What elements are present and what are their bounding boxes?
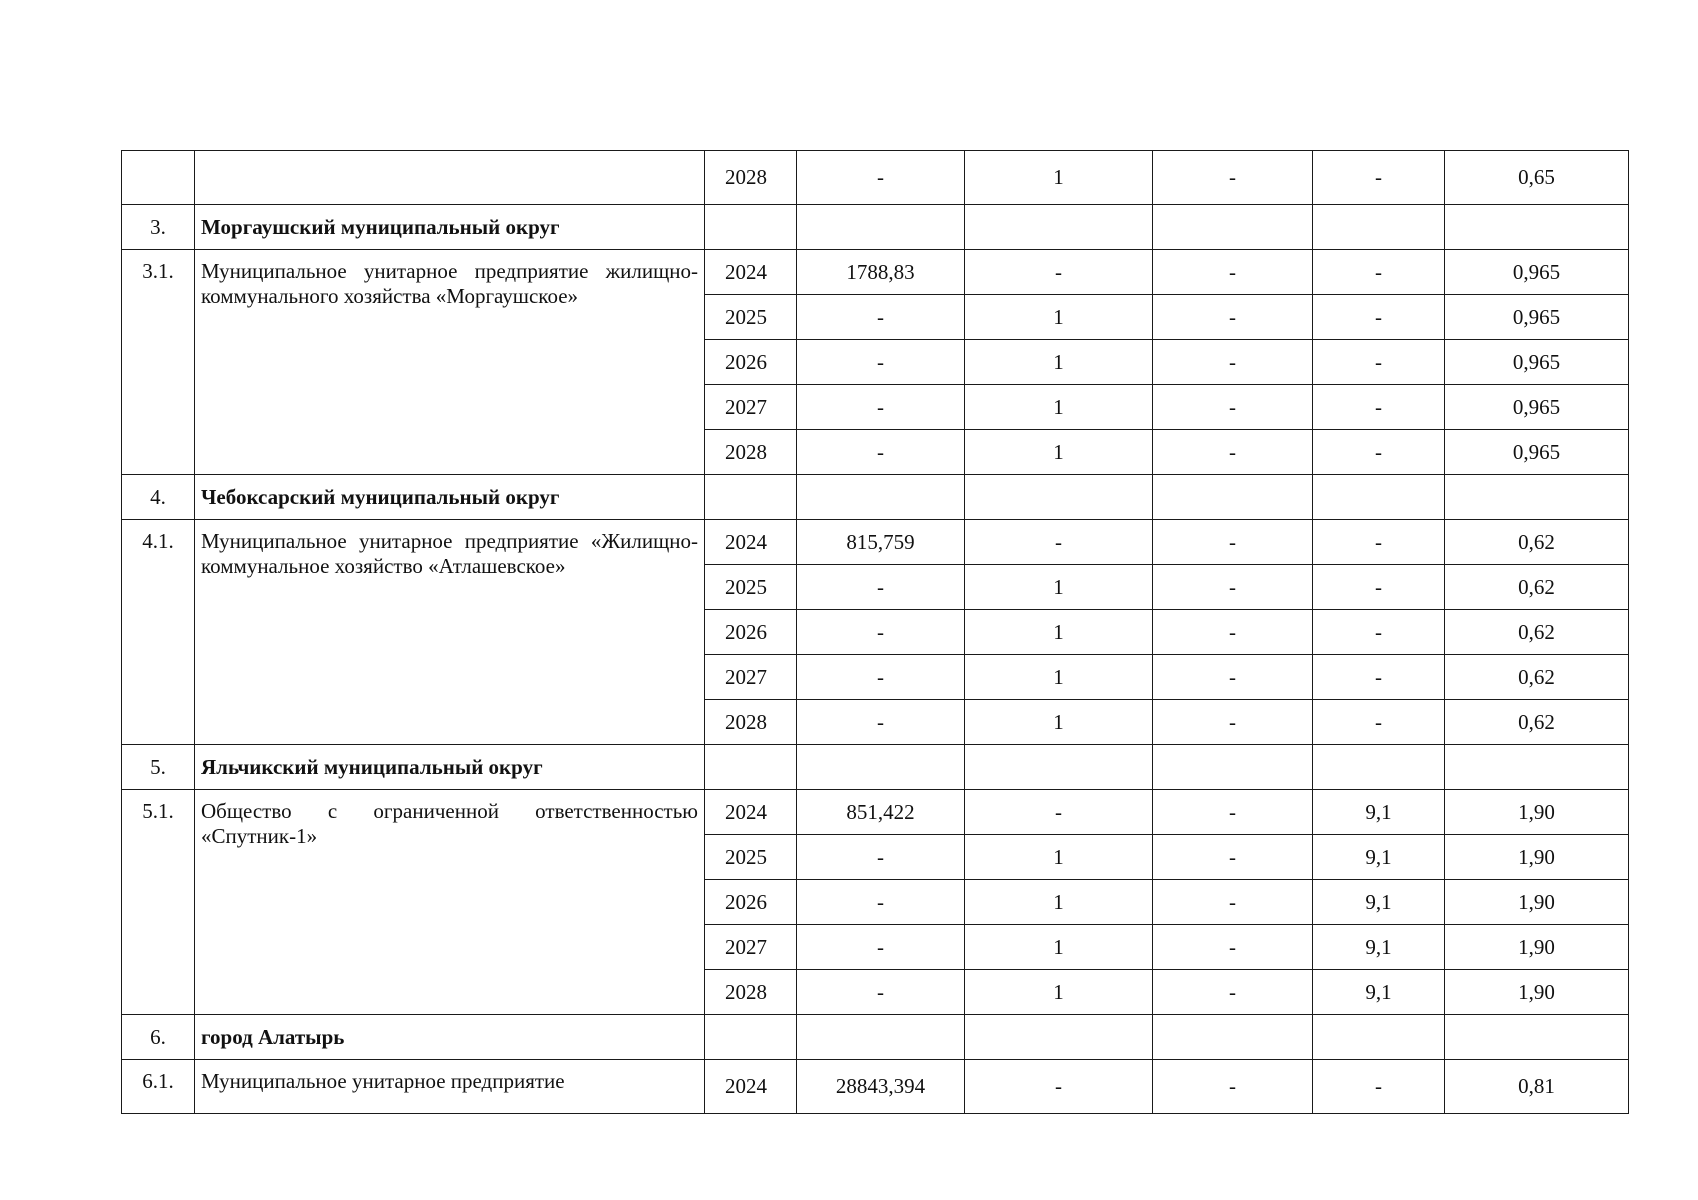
table-row — [122, 1060, 1629, 1114]
year-cell: 2027 — [705, 385, 797, 430]
table-body — [122, 151, 1629, 1114]
table-row — [122, 151, 1629, 205]
empty-cell — [1445, 475, 1629, 520]
section-title: Моргаушский муниципальный округ — [195, 205, 705, 250]
empty-cell — [705, 475, 797, 520]
year-cell: 2024 — [705, 520, 797, 565]
col3-cell: - — [1153, 340, 1313, 385]
index-cell: 0,62 — [1445, 700, 1629, 745]
empty-cell — [1313, 475, 1445, 520]
year-cell: 2027 — [705, 655, 797, 700]
entity-name: Муниципальное унитарное предприятие — [195, 1060, 705, 1114]
index-cell: 1,90 — [1445, 880, 1629, 925]
index-cell: 0,965 — [1445, 295, 1629, 340]
col4-cell: - — [1313, 151, 1445, 205]
empty-cell — [1445, 205, 1629, 250]
col4-cell: - — [1313, 565, 1445, 610]
tariff-table — [121, 150, 1629, 1114]
col4-cell: - — [1313, 520, 1445, 565]
entity-name: Муниципальное унитарное предприятие жилищно-коммунального хозяйства «Моргаушское» — [195, 250, 705, 475]
empty-cell — [797, 475, 965, 520]
col3-cell: - — [1153, 790, 1313, 835]
empty-cell — [965, 205, 1153, 250]
year-cell: 2026 — [705, 880, 797, 925]
year-cell: 2025 — [705, 295, 797, 340]
count-cell: 1 — [965, 700, 1153, 745]
row-number-cell — [122, 151, 195, 205]
col3-cell: - — [1153, 151, 1313, 205]
col4-cell: - — [1313, 295, 1445, 340]
empty-cell — [705, 745, 797, 790]
index-cell: 0,965 — [1445, 430, 1629, 475]
year-cell: 2028 — [705, 430, 797, 475]
col3-cell: - — [1153, 520, 1313, 565]
count-cell: 1 — [965, 610, 1153, 655]
section-title: Чебоксарский муниципальный округ — [195, 475, 705, 520]
empty-cell — [705, 205, 797, 250]
value-cell: - — [797, 340, 965, 385]
empty-cell — [1445, 1015, 1629, 1060]
col4-cell: - — [1313, 655, 1445, 700]
empty-cell — [705, 1015, 797, 1060]
table-row — [122, 790, 1629, 835]
section-number: 5. — [122, 745, 195, 790]
col4-cell: - — [1313, 1060, 1445, 1114]
count-cell: 1 — [965, 295, 1153, 340]
col3-cell: - — [1153, 250, 1313, 295]
empty-cell — [1153, 1015, 1313, 1060]
index-cell: 1,90 — [1445, 790, 1629, 835]
value-cell: - — [797, 565, 965, 610]
value-cell: - — [797, 655, 965, 700]
empty-cell — [965, 745, 1153, 790]
count-cell: 1 — [965, 880, 1153, 925]
col4-cell: - — [1313, 385, 1445, 430]
empty-cell — [797, 1015, 965, 1060]
index-cell: 0,62 — [1445, 610, 1629, 655]
entity-number: 6.1. — [122, 1060, 195, 1114]
index-cell: 0,62 — [1445, 655, 1629, 700]
index-cell: 1,90 — [1445, 925, 1629, 970]
count-cell: - — [965, 520, 1153, 565]
empty-cell — [1153, 475, 1313, 520]
col4-cell: 9,1 — [1313, 925, 1445, 970]
col4-cell: - — [1313, 340, 1445, 385]
value-cell: 28843,394 — [797, 1060, 965, 1114]
index-cell: 0,965 — [1445, 385, 1629, 430]
count-cell: 1 — [965, 340, 1153, 385]
col3-cell: - — [1153, 565, 1313, 610]
value-cell: 815,759 — [797, 520, 965, 565]
col3-cell: - — [1153, 880, 1313, 925]
col3-cell: - — [1153, 970, 1313, 1015]
year-cell: 2025 — [705, 835, 797, 880]
empty-cell — [965, 1015, 1153, 1060]
count-cell: 1 — [965, 925, 1153, 970]
count-cell: 1 — [965, 655, 1153, 700]
col3-cell: - — [1153, 655, 1313, 700]
value-cell: - — [797, 430, 965, 475]
index-cell: 0,62 — [1445, 565, 1629, 610]
entity-name: Общество с ограниченной ответственностью «Спутник-1» — [195, 790, 705, 1015]
year-cell: 2028 — [705, 700, 797, 745]
empty-cell — [1313, 745, 1445, 790]
section-row — [122, 1015, 1629, 1060]
value-cell: - — [797, 151, 965, 205]
index-cell: 0,65 — [1445, 151, 1629, 205]
col3-cell: - — [1153, 295, 1313, 340]
section-number: 6. — [122, 1015, 195, 1060]
year-cell: 2027 — [705, 925, 797, 970]
year-cell: 2026 — [705, 610, 797, 655]
col4-cell: - — [1313, 250, 1445, 295]
col3-cell: - — [1153, 430, 1313, 475]
col3-cell: - — [1153, 700, 1313, 745]
count-cell: 1 — [965, 385, 1153, 430]
count-cell: - — [965, 250, 1153, 295]
col4-cell: - — [1313, 700, 1445, 745]
count-cell: 1 — [965, 151, 1153, 205]
index-cell: 0,965 — [1445, 340, 1629, 385]
value-cell: - — [797, 835, 965, 880]
empty-cell — [1445, 745, 1629, 790]
col4-cell: 9,1 — [1313, 970, 1445, 1015]
value-cell: - — [797, 970, 965, 1015]
section-row — [122, 745, 1629, 790]
index-cell: 1,90 — [1445, 970, 1629, 1015]
entity-number: 3.1. — [122, 250, 195, 475]
col4-cell: 9,1 — [1313, 880, 1445, 925]
value-cell: - — [797, 385, 965, 430]
col4-cell: - — [1313, 430, 1445, 475]
value-cell: 851,422 — [797, 790, 965, 835]
index-cell: 0,81 — [1445, 1060, 1629, 1114]
entity-number: 4.1. — [122, 520, 195, 745]
value-cell: 1788,83 — [797, 250, 965, 295]
col4-cell: - — [1313, 610, 1445, 655]
col4-cell: 9,1 — [1313, 790, 1445, 835]
col3-cell: - — [1153, 610, 1313, 655]
index-cell: 0,62 — [1445, 520, 1629, 565]
value-cell: - — [797, 700, 965, 745]
empty-cell — [797, 745, 965, 790]
count-cell: - — [965, 1060, 1153, 1114]
empty-cell — [1153, 745, 1313, 790]
value-cell: - — [797, 610, 965, 655]
year-cell: 2024 — [705, 790, 797, 835]
col3-cell: - — [1153, 1060, 1313, 1114]
index-cell: 0,965 — [1445, 250, 1629, 295]
section-number: 4. — [122, 475, 195, 520]
year-cell: 2028 — [705, 151, 797, 205]
count-cell: - — [965, 790, 1153, 835]
section-title: город Алатырь — [195, 1015, 705, 1060]
col3-cell: - — [1153, 385, 1313, 430]
value-cell: - — [797, 295, 965, 340]
empty-cell — [797, 205, 965, 250]
empty-cell — [1313, 1015, 1445, 1060]
count-cell: 1 — [965, 430, 1153, 475]
empty-cell — [965, 475, 1153, 520]
section-row — [122, 205, 1629, 250]
empty-cell — [1153, 205, 1313, 250]
count-cell: 1 — [965, 835, 1153, 880]
row-name-cell — [195, 151, 705, 205]
year-cell: 2024 — [705, 250, 797, 295]
year-cell: 2025 — [705, 565, 797, 610]
table-row — [122, 520, 1629, 565]
section-number: 3. — [122, 205, 195, 250]
section-row — [122, 475, 1629, 520]
entity-number: 5.1. — [122, 790, 195, 1015]
year-cell: 2028 — [705, 970, 797, 1015]
col3-cell: - — [1153, 835, 1313, 880]
count-cell: 1 — [965, 970, 1153, 1015]
section-title: Яльчикский муниципальный округ — [195, 745, 705, 790]
year-cell: 2026 — [705, 340, 797, 385]
value-cell: - — [797, 880, 965, 925]
col3-cell: - — [1153, 925, 1313, 970]
count-cell: 1 — [965, 565, 1153, 610]
table-row — [122, 250, 1629, 295]
empty-cell — [1313, 205, 1445, 250]
col4-cell: 9,1 — [1313, 835, 1445, 880]
value-cell: - — [797, 925, 965, 970]
index-cell: 1,90 — [1445, 835, 1629, 880]
year-cell: 2024 — [705, 1060, 797, 1114]
entity-name: Муниципальное унитарное предприятие «Жилищно-коммунальное хозяйство «Атлашевское» — [195, 520, 705, 745]
